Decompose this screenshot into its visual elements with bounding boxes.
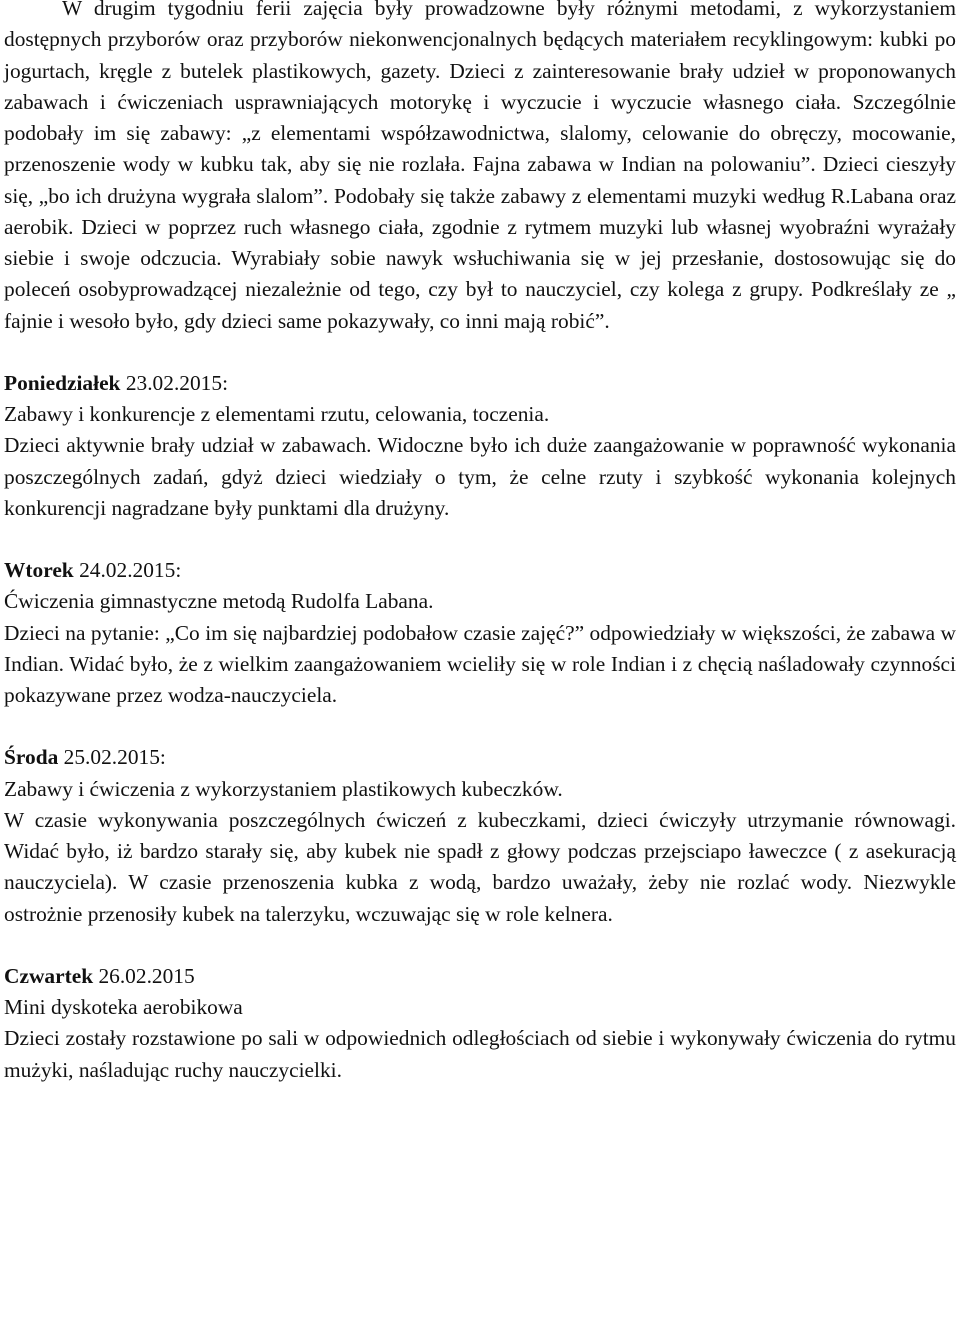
section-body: W czasie wykonywania poszczególnych ćwiczeń z kubeczkami, dzieci ćwiczyły utrzymanie równowagi. Widać było, iż bardzo starały się, aby kubek nie spadł z głowy podczas przejsciapo ławeczce ( z asekuracją nauczyciela). W czasie przenoszenia kubka z wodą, bardzo uważały, żeby nie rozlać wody. Niezwykle ostrożnie przenosiły kubek na talerzyku, wczuwając się w role kelnera.	[4, 807, 956, 926]
section-monday	[4, 368, 956, 524]
section-tuesday	[4, 555, 956, 711]
section-body: Dzieci zostały rozstawione po sali w odpowiednich odległościach od siebie i wykonywały ćwiczenia do rytmu mużyki, naśladując ruchy nauczycielki.	[4, 1026, 956, 1082]
section-thursday	[4, 961, 956, 1086]
section-heading	[4, 742, 956, 773]
section-date: 26.02.2015	[93, 963, 195, 988]
section-body: Dzieci aktywnie brały udział w zabawach. Widoczne było ich duże zaangażowanie w poprawność wykonania poszczególnych zadań, gdyż dzieci wiedziały o tym, że celne rzuty i szybkość wykonania kolejnych konkurencji nagradzane były punktami dla drużyny.	[4, 433, 956, 520]
section-heading	[4, 961, 956, 992]
section-topic: Ćwiczenia gimnastyczne metodą Rudolfa Labana.	[4, 589, 434, 614]
section-wednesday	[4, 742, 956, 930]
section-date: 24.02.2015:	[73, 558, 182, 582]
section-day: Poniedziałek	[4, 370, 121, 395]
section-heading	[4, 368, 956, 399]
section-heading	[4, 555, 956, 586]
section-date: 25.02.2015:	[58, 745, 166, 770]
intro-paragraph: W drugim tygodniu ferii zajęcia były prowadzowne były różnymi metodami, z wykorzystaniem dostępnych przyborów oraz przyborów niekonwencjonalnych będących materiałem recyklingowym: kubki po jogurtach, kręgle z butelek plastikowych, gazety. Dzieci z zainteresowanie brały udzieł w proponowanych zabawach i ćwiczeniach usprawniających motorykę i wyczucie i wyczucie własnego ciała. Szczególnie podobały im się zabawy: „z elementami współzawodnictwa, slalomy, celowanie do obręczy, mocowanie, przenoszenie wody w kubku tak, aby się nie rozlała. Fajna zabawa w Indian na polowaniu”. Dzieci cieszyły się, „bo ich drużyna wygrała slalom”. Podobały się także zabawy z elementami muzyki według R.Labana oraz aerobik. Dzieci w poprzez ruch własnego ciała, zgodnie z rytmem muzyki lub własnej wyobraźni wyrażały siebie i swoje odczucia. Wyrabiały sobie nawyk wsłuchiwania się w jej przesłanie, dostosowując się do poleceń osobyprowadzącej niezależnie od tego, czy był to nauczyciel, czy kolega z grupy. Podkreślały ze „ fajnie i wesoło było, gdy dzieci same pokazywały, co inni mają robić”.	[4, 0, 956, 333]
section-date: 23.02.2015:	[120, 370, 229, 395]
section-body: Dzieci na pytanie: „Co im się najbardziej podobałow czasie zajęć?” odpowiedziały w większości, że zabawa w Indian. Widać było, że z wielkim zaangażowaniem wcieliły się w role Indian i z chęcią naśladowały czynności pokazywane przez wodza-nauczyciela.	[4, 620, 956, 707]
section-topic: Mini dyskoteka aerobikowa	[4, 995, 243, 1019]
section-day: Środa	[4, 745, 59, 770]
section-topic: Zabawy i konkurencje z elementami rzutu, celowania, toczenia.	[4, 402, 550, 426]
section-day: Czwartek	[4, 963, 94, 988]
section-day: Wtorek	[4, 558, 74, 582]
section-topic: Zabawy i ćwiczenia z wykorzystaniem plastikowych kubeczków.	[4, 776, 563, 801]
